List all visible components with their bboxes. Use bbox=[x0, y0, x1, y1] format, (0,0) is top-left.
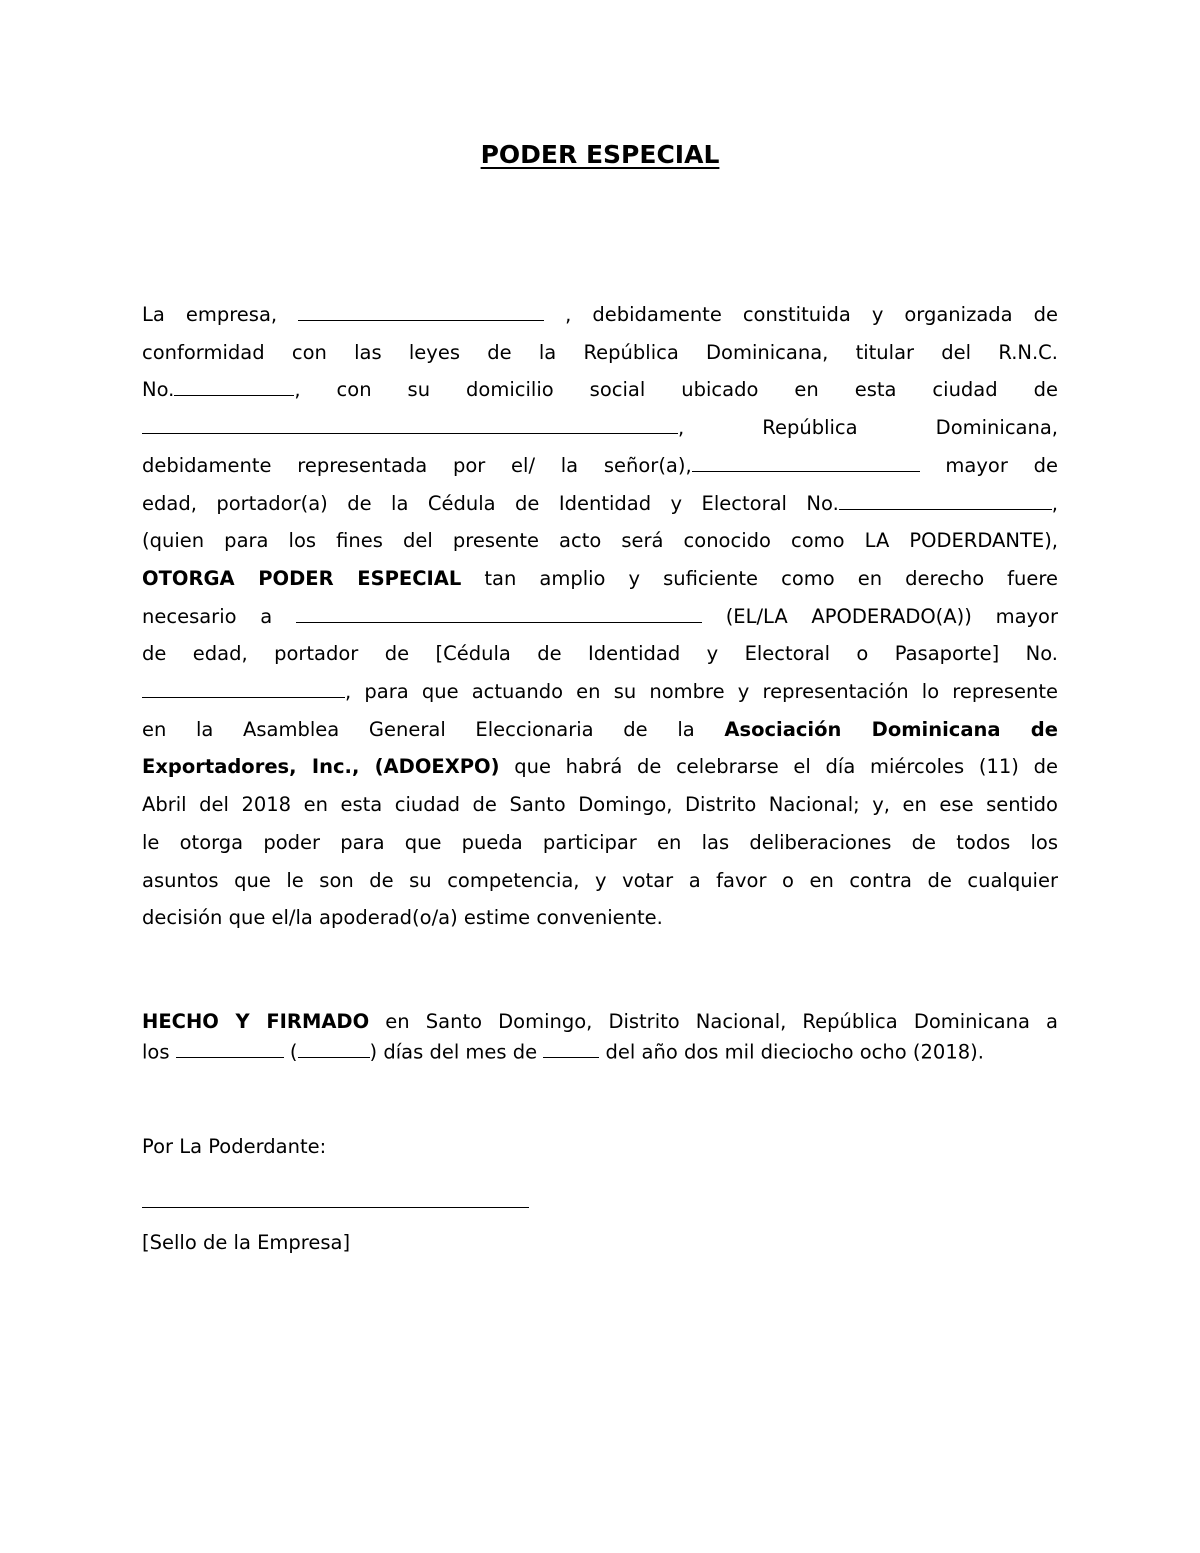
text-segment: los bbox=[142, 1039, 176, 1063]
body-line-13 bbox=[142, 748, 1058, 786]
text-segment: Abril del 2018 en esta ciudad de Santo Domingo, Distrito Nacional; y, en ese sentido bbox=[142, 793, 1058, 817]
body-line-4 bbox=[142, 409, 1058, 447]
body-line-2 bbox=[142, 334, 1058, 372]
text-segment: (EL/LA APODERADO(A)) mayor bbox=[701, 604, 1059, 628]
text-segment: le otorga poder para que pueda participar en las deliberaciones de todos los bbox=[142, 830, 1058, 854]
closing-paragraph bbox=[142, 1008, 1058, 1066]
body-line-6 bbox=[142, 485, 1058, 523]
signature-line bbox=[142, 1207, 529, 1208]
text-segment: mayor de bbox=[919, 453, 1058, 477]
document-body bbox=[142, 296, 1058, 937]
closing-line-1 bbox=[142, 1008, 1058, 1037]
text-segment: (quien para los fines del presente acto será conocido como LA PODERDANTE), bbox=[142, 529, 1058, 553]
body-line-3 bbox=[142, 371, 1058, 409]
text-segment: , debidamente constituida y organizada de bbox=[544, 303, 1058, 326]
closing-line-2 bbox=[142, 1037, 1058, 1067]
text-segment: del año dos mil dieciocho ocho (2018). bbox=[599, 1039, 984, 1063]
bold-segment: HECHO Y FIRMADO bbox=[142, 1010, 370, 1033]
blank-representative-name bbox=[692, 450, 920, 471]
blank-company-name bbox=[298, 300, 544, 321]
body-line-11 bbox=[142, 673, 1058, 711]
blank-month bbox=[543, 1037, 599, 1058]
text-segment: de edad, portador de [Cédula de Identidad y Electoral o Pasaporte] No. bbox=[142, 642, 1058, 666]
body-line-7 bbox=[142, 522, 1058, 560]
document-title: PODER ESPECIAL bbox=[480, 140, 720, 169]
text-segment: en la Asamblea General Eleccionaria de la bbox=[142, 717, 695, 741]
body-line-5 bbox=[142, 447, 1058, 485]
body-line-12 bbox=[142, 711, 1058, 749]
text-segment: en Santo Domingo, Distrito Nacional, República Dominicana a bbox=[369, 1010, 1058, 1033]
bold-segment: Asociación Dominicana de bbox=[724, 717, 1058, 741]
bold-segment: OTORGA PODER ESPECIAL bbox=[142, 566, 462, 590]
blank-rnc-number bbox=[174, 375, 294, 396]
body-line-9 bbox=[142, 598, 1058, 636]
text-segment: edad, portador(a) de la Cédula de Identidad y Electoral No. bbox=[142, 491, 839, 515]
text-segment: conformidad con las leyes de la República Dominicana, titular del R.N.C. bbox=[142, 340, 1058, 364]
blank-day-words bbox=[176, 1037, 284, 1058]
text-segment: , República Dominicana, bbox=[678, 416, 1058, 440]
text-segment: asuntos que le son de su competencia, y votar a favor o en contra de cualquier bbox=[142, 868, 1058, 892]
body-line-14 bbox=[142, 786, 1058, 824]
blank-day-number bbox=[298, 1037, 370, 1058]
blank-city bbox=[142, 413, 678, 434]
body-line-8 bbox=[142, 560, 1058, 598]
body-line-16 bbox=[142, 862, 1058, 900]
text-segment: , bbox=[1051, 491, 1058, 515]
body-line-1 bbox=[142, 296, 1058, 334]
text-segment: que habrá de celebrarse el día miércoles (11) de bbox=[499, 755, 1058, 779]
text-segment: , para que actuando en su nombre y representación lo represente bbox=[345, 680, 1058, 704]
signature-label: Por La Poderdante: bbox=[142, 1135, 327, 1158]
text-segment: No. bbox=[142, 378, 175, 402]
text-segment: La empresa, bbox=[142, 303, 278, 326]
blank-cedula-number bbox=[839, 488, 1052, 509]
body-line-10 bbox=[142, 635, 1058, 673]
blank-attorney-name bbox=[296, 601, 702, 622]
text-segment: , con su domicilio social ubicado en esta ciudad de bbox=[294, 378, 1058, 402]
text-segment: tan amplio y suficiente como en derecho fuere bbox=[461, 566, 1058, 590]
body-line-15 bbox=[142, 824, 1058, 862]
text-segment: necesario a bbox=[142, 604, 273, 628]
blank-attorney-id bbox=[142, 677, 345, 698]
text-segment: ) días del mes de bbox=[369, 1039, 544, 1063]
text-segment: ( bbox=[283, 1039, 298, 1063]
body-line-17 bbox=[142, 899, 1058, 937]
company-seal-label: [Sello de la Empresa] bbox=[142, 1231, 351, 1254]
text-segment: decisión que el/la apoderad(o/a) estime conveniente. bbox=[142, 906, 663, 930]
text-segment: debidamente representada por el/ la señor(a), bbox=[142, 453, 692, 477]
bold-segment: Exportadores, Inc., (ADOEXPO) bbox=[142, 755, 500, 779]
